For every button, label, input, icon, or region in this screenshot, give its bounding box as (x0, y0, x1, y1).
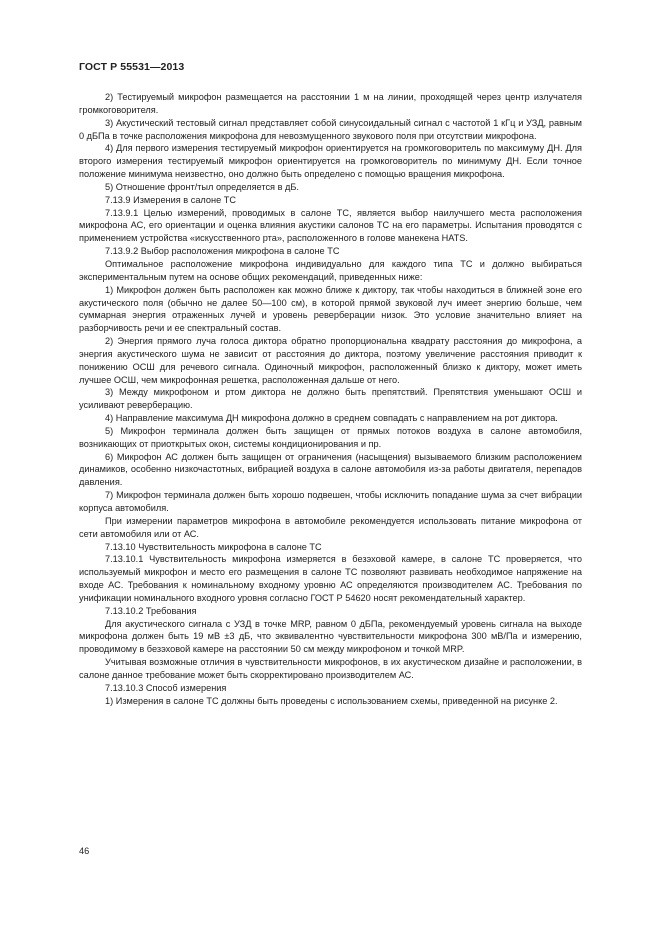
section-heading: 7.13.10.3 Способ измерения (105, 682, 227, 693)
paragraph: 7) Микрофон терминала должен быть хорошо подвешен, чтобы исключить попадание шума за счет вибрации корпуса автомобиля. (79, 490, 582, 513)
paragraph: 2) Тестируемый микрофон размещается на расстоянии 1 м на линии, проходящей через центр излучателя громкоговорителя. (79, 92, 582, 115)
page-number: 46 (79, 846, 90, 856)
section-heading: 7.13.9 Измерения в салоне ТС (105, 194, 236, 205)
paragraph: 6) Микрофон АС должен быть защищен от ограничения (насыщения) вызываемого близким расположением динамиков, особенно низкочастотных, вибрацией воздуха в салоне автомобиля из-за работы двигателя, перепадов давления. (79, 451, 582, 488)
standard-header: ГОСТ Р 55531—2013 (79, 61, 185, 73)
section-heading: 7.13.9.2 Выбор расположения микрофона в салоне ТС (105, 246, 340, 257)
paragraph: 3) Между микрофоном и ртом диктора не должно быть препятствий. Препятствия уменьшают ОСШ и усиливают реверберацию. (79, 387, 582, 411)
paragraph: При измерении параметров микрофона в автомобиле рекомендуется использовать питание микрофона от сети автомобиля или от АС. (79, 515, 582, 539)
document-body (79, 91, 582, 708)
paragraph: 7.13.9.1 Целью измерений, проводимых в салоне ТС, является выбор наилучшего места расположения микрофона АС, его ориентации и оценка влияния акустики салонов ТС на его параметры. Испытания проводятся с применением устройства «искусственного рта», расположенного в голове манекена HATS. (79, 207, 582, 244)
paragraph: 3) Акустический тестовый сигнал представляет собой синусоидальный сигнал с частотой 1 кГц и УЗД, равным 0 дБПа в точке расположения микрофона для невозмущенного звукового поля при отсутствии микрофона. (79, 117, 582, 141)
paragraph: Оптимальное расположение микрофона индивидуально для каждого типа ТС и должно выбираться экспериментальным путем на основе общих рекомендаций, приведенных ниже: (79, 258, 582, 282)
paragraph: Учитывая возможные отличия в чувствительности микрофонов, в их акустическом дизайне и расположении, в салоне данное требование может быть скорректировано производителем АС. (79, 657, 582, 680)
paragraph: 1) Измерения в салоне ТС должны быть проведены с использованием схемы, приведенной на рисунке 2. (105, 695, 558, 706)
paragraph: Для акустического сигнала с УЗД в точке MRP, равном 0 дБПа, рекомендуемый уровень сигнала на выходе микрофона должен быть 19 мВ ±3 дБ, что эквивалентно чувствительности микрофона 300 мВ/Па и измерению, проводимому в безэховой камере на расстоянии 50 см между микрофоном и точкой MRP. (79, 618, 582, 655)
section-heading: 7.13.10 Чувствительность микрофона в салоне ТС (105, 541, 322, 552)
section-heading: 7.13.10.2 Требования (105, 605, 197, 616)
paragraph: 4) Для первого измерения тестируемый микрофон ориентируется на громкоговоритель по максимуму ДН. Для второго измерения тестируемый микрофон ориентируется на громкоговоритель по минимуму ДН. Если точное положение минимума неизвестно, оно должно быть определено с помощью вращения микрофона. (79, 143, 582, 180)
paragraph: 5) Отношение фронт/тыл определяется в дБ. (105, 181, 299, 192)
paragraph: 2) Энергия прямого луча голоса диктора обратно пропорциональна квадрату расстояния до микрофона, а энергия акустического шума не зависит от расстояния до диктора, поэтому увеличение расстояния приводит к понижению ОСШ для речевого сигнала. Одиночный микрофон, расположенный близко к диктору, может иметь лучшее ОСШ, чем микрофонная решетка, расположенная дальше от него. (79, 336, 582, 385)
paragraph: 1) Микрофон должен быть расположен как можно ближе к диктору, так чтобы находиться в ближней зоне его акустического поля (обычно не далее 50—100 см), в которой прямой звуковой луч имеет энергию больше, чем суммарная энергия отраженных лучей и уровень реверберации низок. Это условие значительно влияет на разборчивость речи и ее спектральный состав. (79, 284, 582, 334)
paragraph: 4) Направление максимума ДН микрофона должно в среднем совпадать с направлением на рот диктора. (105, 413, 558, 424)
paragraph: 7.13.10.1 Чувствительность микрофона измеряется в безэховой камере, в салоне ТС проверяется, что используемый микрофон и место его размещения в салоне ТС позволяют развивать необходимое напряжение на входе АС. Требования к номинальному входному уровню АС определяются производителем АС. Требования по унификации номинального входного уровня согласно ГОСТ Р 54620 носят рекомендательный характер. (79, 554, 582, 603)
paragraph: 5) Микрофон терминала должен быть защищен от прямых потоков воздуха в салоне автомобиля, возникающих от приоткрытых окон, системы кондиционирования и пр. (79, 425, 582, 449)
